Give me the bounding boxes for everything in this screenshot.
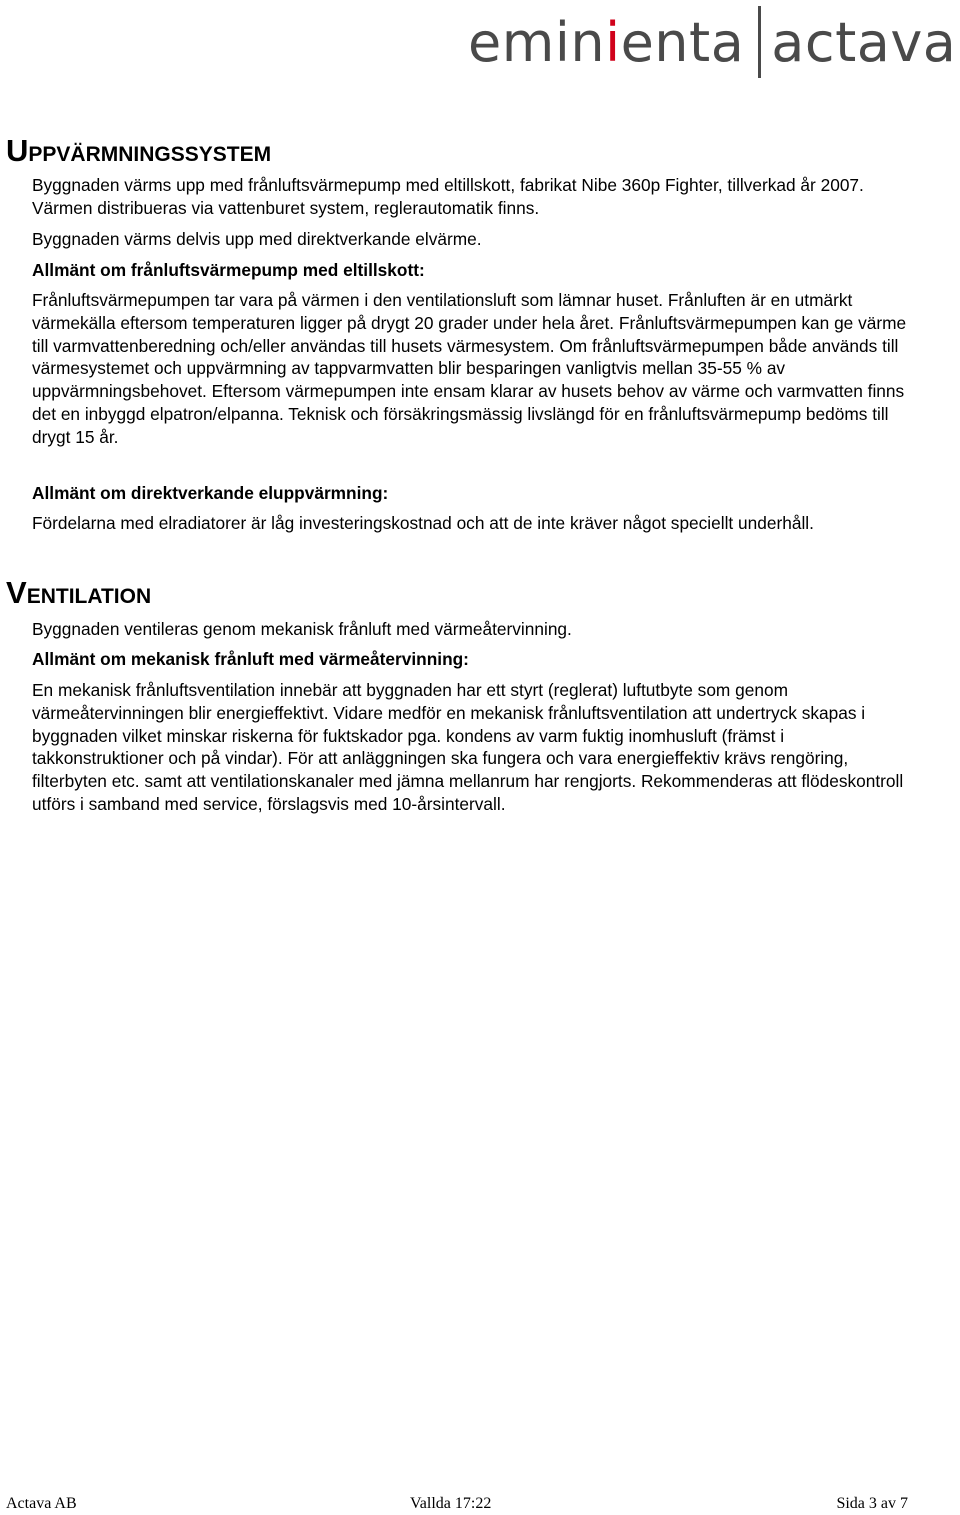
mechanical-exhaust-subheading: Allmänt om mekanisk frånluft med värmeåtervinning: [32,649,469,669]
direct-electric-subheading: Allmänt om direktverkande eluppvärmning: [32,483,389,503]
direct-electric-paragraph: Fördelarna med elradiatorer är låg investeringskostnad och att de inte kräver något speciellt underhåll. [32,513,814,533]
heat-pump-subheading: Allmänt om frånluftsvärmepump med eltillskott: [32,260,425,280]
heating-section-title: UPPVÄRMNINGSSYSTEM [6,133,272,168]
logo-divider [758,6,761,78]
footer-company: Actava AB [6,1495,77,1512]
ventilation-paragraph-1: Byggnaden ventileras genom mekanisk frånluft med värmeåtervinning. [32,619,572,639]
footer-property: Vallda 17:22 [410,1495,492,1512]
logo-eminenta: eminienta [468,10,745,74]
heat-pump-paragraph: Frånluftsvärmepumpen tar vara på värmen i den ventilationsluft som lämnar huset. Frånluften är en utmärkt värmekälla eftersom temperaturen ligger på drygt 20 grader under hela året. Frånluftsvärmepumpen kan ge värme till varmvattenberedning och/eller användas till husets värmesystem. Om frånluftsvärmepumpen både används till värmesystemet och uppvärmning av tappvarmvatten blir besparingen vanligtvis mellan 35-55 % av uppvärmningsbehovet. Eftersom värmepumpen inte ensam klarar av husets behov av värme och varmvatten finns det en inbyggd elpatron/elpanna. Teknisk och försäkringsmässig livslängd för en frånluftsvärmepump bedöms till drygt 15 år. [32,290,907,447]
logo-actava: actava [771,10,957,74]
heating-paragraph-2: Byggnaden värms delvis upp med direktverkande elvärme. [32,229,482,249]
page-footer [0,1495,908,1515]
ventilation-section-title: VENTILATION [6,575,152,610]
mechanical-exhaust-paragraph: En mekanisk frånluftsventilation innebär att byggnaden har ett styrt (reglerat) luftutbyte som genom värmeåtervinningen blir energieffektivt. Vidare medför en mekanisk frånluftsventilation att undertryck skapas i byggnaden vilket minskar riskerna för fuktskador pga. kondens av varm fuktig inomhusluft (främst i takkonstruktioner och på vindar). För att anläggningen ska fungera och vara energieffektiv krävs rengöring, filterbyten etc. samt att ventilationskanaler med jämna mellanrum har rengjorts. Rekommenderas att flödeskontroll utförs i samband med service, förslagsvis med 10-årsintervall. [32,680,904,814]
heating-paragraph-1: Byggnaden värms upp med frånluftsvärmepump med eltillskott, fabrikat Nibe 360p Fighter, tillverkad år 2007. Värmen distribueras via vattenburet system, reglerautomatik finns. [32,175,864,218]
company-logo [468,4,956,80]
footer-page-number: Sida 3 av 7 [836,1495,908,1512]
